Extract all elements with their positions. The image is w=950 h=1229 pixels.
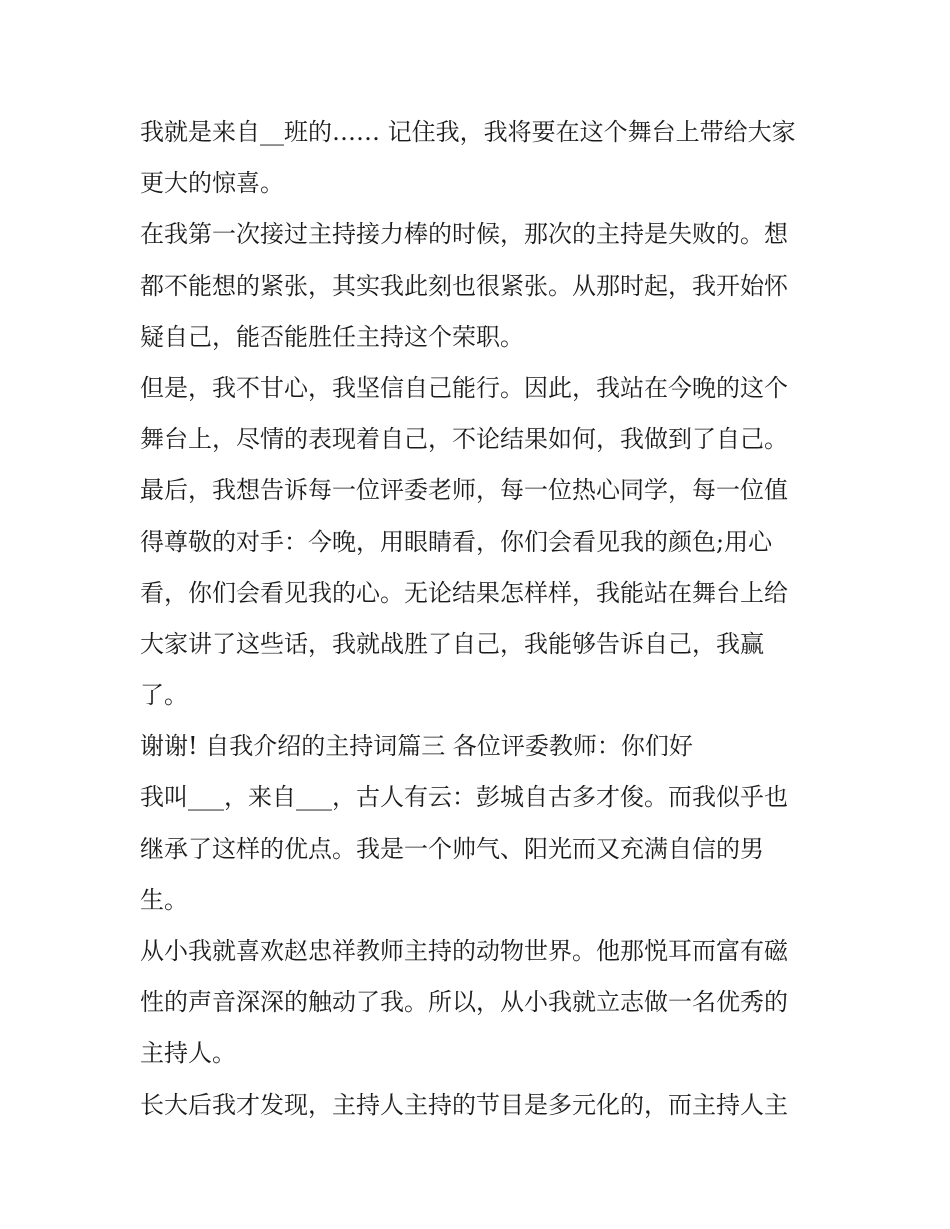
text-line: 看，你们会看见我的心。无论结果怎样样，我能站在舞台上给 — [140, 578, 788, 607]
text-line: 得尊敬的对手：今晚，用眼睛看，你们会看见我的颜色;用心 — [140, 527, 773, 556]
text-line: 了。 — [140, 681, 188, 710]
text-line: 我叫___，来自___，古人有云：彭城自古多才俊。而我似乎也 — [140, 783, 788, 812]
text-line: 在我第一次接过主持接力棒的时候，那次的主持是失败的。想 — [140, 220, 788, 249]
document-body — [140, 107, 820, 1131]
text-line: 疑自己，能否能胜任主持这个荣职。 — [140, 322, 524, 351]
text-line: 最后，我想告诉每一位评委老师，每一位热心同学，每一位值 — [140, 476, 788, 505]
text-line: 更大的惊喜。 — [140, 169, 284, 198]
text-line: 谢谢! 自我介绍的主持词篇三 各位评委教师：你们好 — [140, 732, 693, 761]
text-line: 都不能想的紧张，其实我此刻也很紧张。从那时起，我开始怀 — [140, 271, 788, 300]
text-line: 我就是来自__班的…… 记住我，我将要在这个舞台上带给大家 — [140, 118, 796, 146]
text-line: 舞台上，尽情的表现着自己，不论结果如何，我做到了自己。 — [140, 425, 788, 454]
text-line: 主持人。 — [140, 1039, 236, 1068]
text-line: 但是，我不甘心，我坚信自己能行。因此，我站在今晚的这个 — [140, 373, 788, 402]
text-line: 性的声音深深的触动了我。所以，从小我就立志做一名优秀的 — [140, 988, 788, 1017]
text-line: 继承了这样的优点。我是一个帅气、阳光而又充满自信的男 — [140, 834, 764, 863]
text-line: 大家讲了这些话，我就战胜了自己，我能够告诉自己，我赢 — [140, 629, 764, 658]
text-line: 生。 — [140, 885, 188, 914]
text-line: 长大后我才发现，主持人主持的节目是多元化的，而主持人主 — [140, 1090, 788, 1119]
text-line: 从小我就喜欢赵忠祥教师主持的动物世界。他那悦耳而富有磁 — [140, 937, 788, 965]
